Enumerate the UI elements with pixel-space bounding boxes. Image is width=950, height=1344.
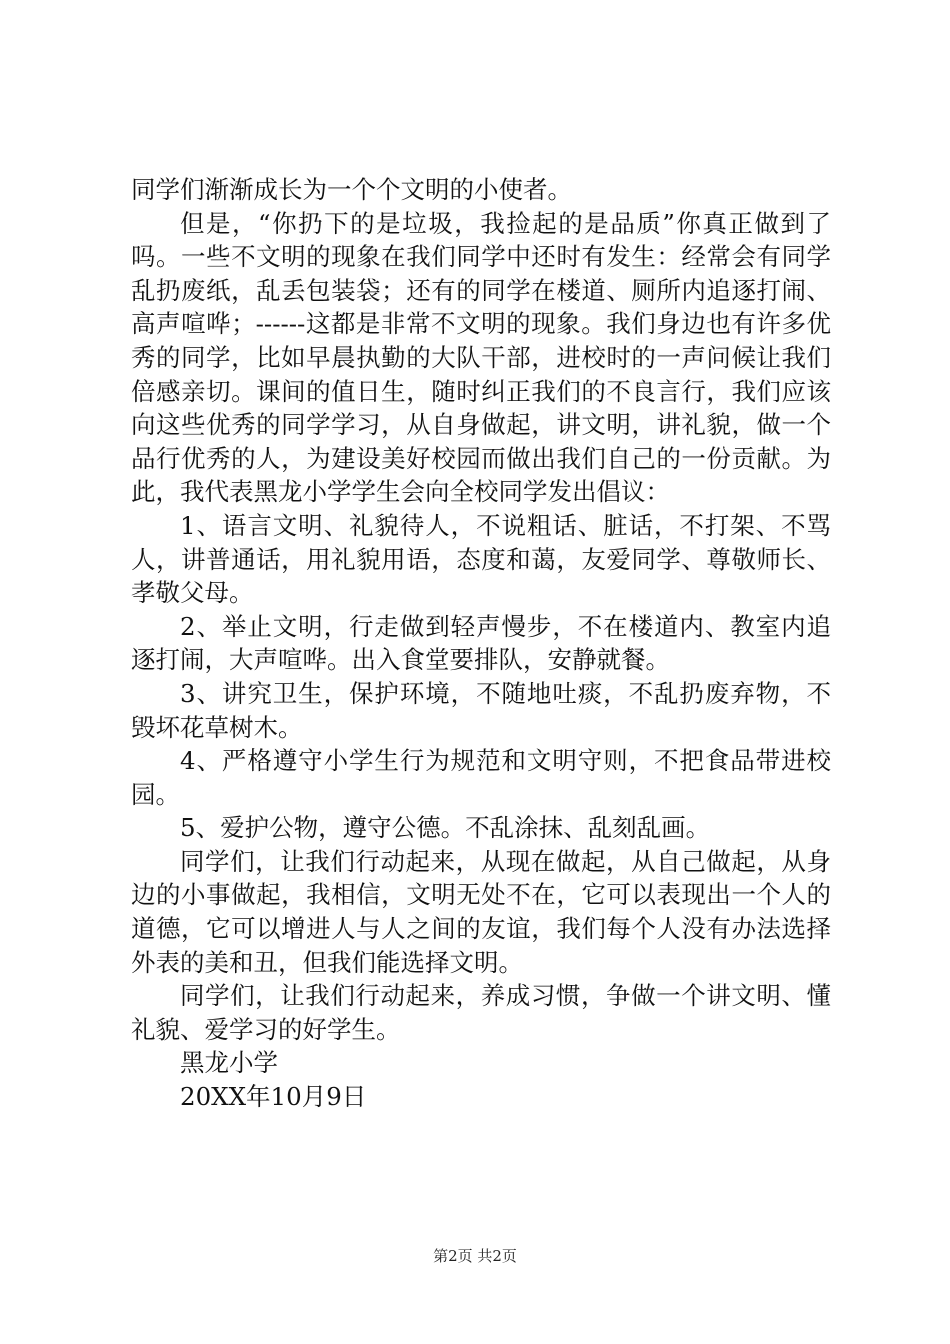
signature-school: 黑龙小学 <box>180 1048 278 1078</box>
letter-body <box>131 173 831 1114</box>
paragraph-call-to-action: 同学们，让我们行动起来，从现在做起，从自己做起，从身边的小事做起，我相信，文明无处不在，它可以表现出一个人的道德，它可以增进人与人之间的友谊，我们每个人没有办法选择外表的美和丑，但我们能选择文明。 <box>131 846 831 977</box>
page-number-footer: 第2页 共2页 <box>433 1247 517 1265</box>
proposal-item-1: 1、语言文明、礼貌待人，不说粗话、脏话，不打架、不骂人，讲普通话，用礼貌用语，态度和蔼，友爱同学、尊敬师长、孝敬父母。 <box>131 510 831 608</box>
signature-date: 20XX年10月9日 <box>180 1082 367 1112</box>
proposal-item-2: 2、举止文明，行走做到轻声慢步，不在楼道内、教室内追逐打闹，大声喧哗。出入食堂要排队，安静就餐。 <box>131 611 831 675</box>
paragraph-closing: 同学们，让我们行动起来，养成习惯，争做一个讲文明、懂礼貌、爱学习的好学生。 <box>131 981 831 1044</box>
paragraph-problem-statement: 但是，“你扔下的是垃圾，我捡起的是品质”你真正做到了吗。一些不文明的现象在我们同学中还时有发生：经常会有同学乱扔废纸，乱丢包装袋；还有的同学在楼道、厕所内追逐打闹、高声喧哗；------这都是非常不文明的现象。我们身边也有许多优秀的同学，比如早晨执勤的大队干部，进校时的一声问候让我们倍感亲切。课间的值日生，随时纠正我们的不良言行，我们应该向这些优秀的同学学习，从自身做起，讲文明，讲礼貌，做一个品行优秀的人，为建设美好校园而做出我们自己的一份贡献。为此，我代表黑龙小学学生会向全校同学发出倡议： <box>131 208 831 507</box>
paragraph-continuation: 同学们渐渐成长为一个个文明的小使者。 <box>131 175 572 204</box>
proposal-item-4: 4、严格遵守小学生行为规范和文明守则，不把食品带进校园。 <box>131 746 831 809</box>
proposal-item-5: 5、爱护公物，遵守公德。不乱涂抹、乱刻乱画。 <box>180 813 711 843</box>
proposal-item-3: 3、讲究卫生，保护环境，不随地吐痰，不乱扔废弃物，不毁坏花草树木。 <box>131 678 831 742</box>
